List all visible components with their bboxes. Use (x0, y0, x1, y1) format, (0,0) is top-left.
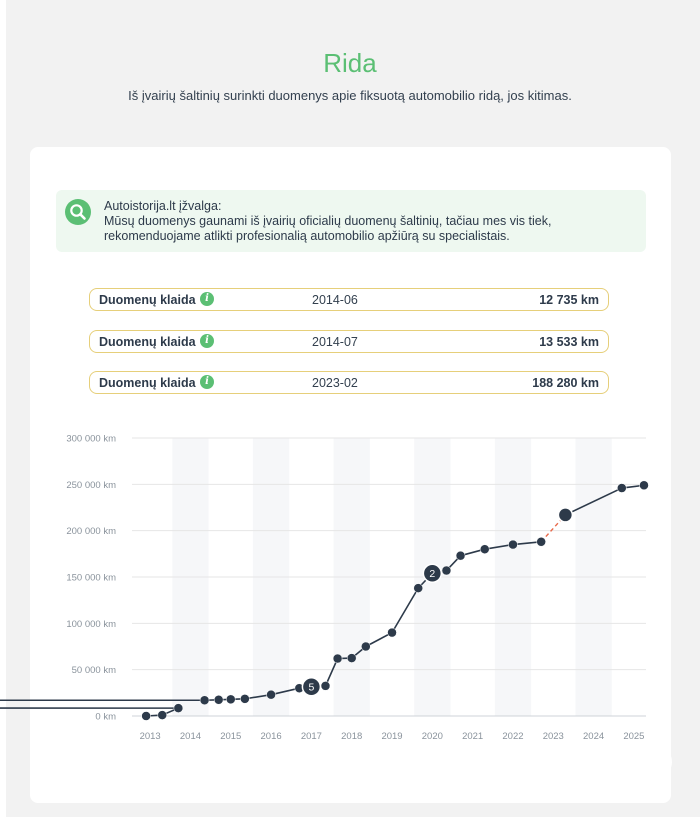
series-line-segment (0, 702, 178, 708)
y-tick-label: 250 000 km (66, 479, 116, 491)
page-subtitle: Iš įvairių šaltinių surinkti duomenys apie fiksuotą automobilio ridą, jos kitimas. (128, 88, 572, 103)
data-point (480, 545, 489, 554)
data-point (321, 681, 330, 690)
y-tick-label: 0 km (95, 711, 116, 723)
x-tick-label: 2022 (502, 731, 524, 742)
y-tick-label: 50 000 km (71, 665, 116, 677)
data-point (508, 540, 517, 549)
x-tick-label: 2023 (542, 731, 564, 742)
data-point (226, 695, 235, 704)
data-point (361, 642, 370, 651)
x-tick-label: 2018 (341, 731, 363, 742)
data-point (347, 654, 356, 663)
x-tick-label: 2024 (583, 731, 605, 742)
data-point (333, 654, 342, 663)
x-tick-label: 2020 (421, 731, 443, 742)
brand-logo-watermark (638, 744, 674, 780)
y-tick-label: 200 000 km (66, 526, 116, 538)
y-tick-label: 300 000 km (66, 433, 116, 445)
data-point (456, 551, 465, 560)
cluster-count-label: 2 (429, 568, 436, 581)
x-tick-label: 2015 (220, 731, 242, 742)
error-label: Duomenų klaida (99, 335, 196, 349)
insight-title: Autoistorija.lt įžvalga: (104, 199, 222, 213)
page-title: Rida (323, 48, 377, 78)
insight-body: Mūsų duomenys gaunami iš įvairių oficialių duomenų šaltinių, tačiau mes vis tiek, rekomenduojame atlikti profesionalią automobilio apžiūrą su specialistais. (104, 214, 552, 243)
info-icon[interactable]: i (200, 375, 214, 389)
error-date: 2023-02 (312, 376, 358, 390)
error-label: Duomenų klaida (99, 293, 196, 307)
data-point (158, 711, 167, 720)
error-date: 2014-07 (312, 335, 358, 349)
x-tick-label: 2025 (623, 731, 645, 742)
x-tick-label: 2019 (381, 731, 403, 742)
data-point (142, 712, 151, 721)
info-icon[interactable]: i (200, 292, 214, 306)
data-point (388, 628, 397, 637)
data-point (240, 694, 249, 703)
data-point (200, 696, 209, 705)
x-tick-label: 2016 (260, 731, 282, 742)
error-label: Duomenų klaida (99, 376, 196, 390)
x-tick-label: 2021 (462, 731, 484, 742)
error-mileage: 12 735 km (539, 293, 599, 307)
data-point (174, 704, 183, 713)
data-point (639, 481, 648, 490)
error-mileage: 13 533 km (539, 335, 599, 349)
y-tick-label: 100 000 km (66, 618, 116, 630)
cluster-count-label: 5 (308, 681, 315, 694)
data-point (267, 690, 276, 699)
data-point (214, 695, 223, 704)
x-tick-label: 2014 (179, 731, 202, 742)
x-tick-label: 2017 (300, 731, 322, 742)
info-icon[interactable]: i (200, 334, 214, 348)
data-point (617, 484, 626, 493)
data-point (537, 537, 546, 546)
data-point (558, 508, 572, 522)
data-point (414, 584, 423, 593)
x-tick-label: 2013 (139, 731, 161, 742)
error-mileage: 188 280 km (532, 376, 599, 390)
data-point (442, 566, 451, 575)
y-tick-label: 150 000 km (66, 572, 116, 584)
error-date: 2014-06 (312, 293, 358, 307)
